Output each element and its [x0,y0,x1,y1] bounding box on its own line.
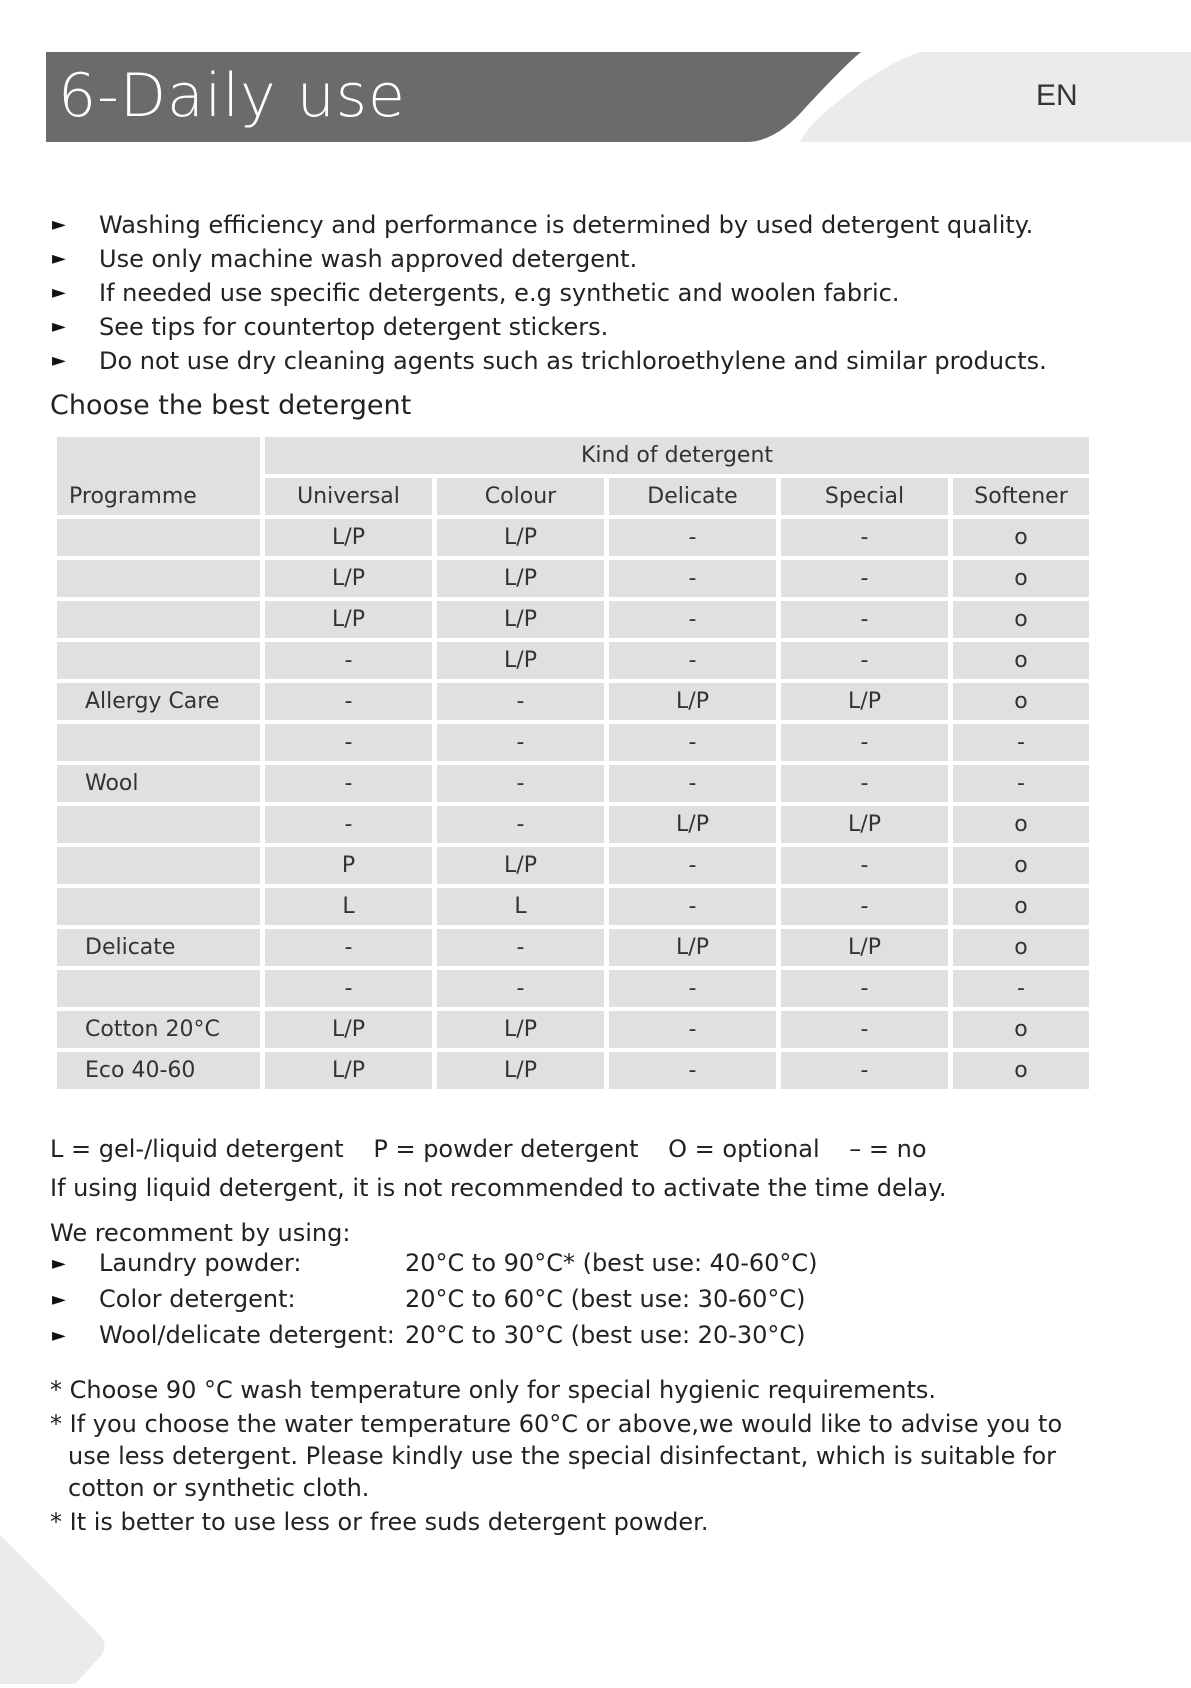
programme-cell [57,970,260,1007]
universal-cell: P [265,847,432,884]
programme-cell [57,601,260,638]
recommendation-label: Color detergent: [99,1285,296,1313]
footnote: * It is better to use less or free suds detergent powder. [50,1508,709,1536]
programme-cell [57,560,260,597]
colour-cell: - [437,765,604,802]
colour-cell: - [437,929,604,966]
universal-cell: L/P [265,1052,432,1089]
special-cell: - [781,724,948,761]
universal-cell: - [265,929,432,966]
special-cell: - [781,601,948,638]
delicate-cell: - [609,1011,776,1048]
programme-cell [57,519,260,556]
special-cell: - [781,888,948,925]
softener-cell: o [953,888,1089,925]
corner-bottom-decoration [0,1535,110,1688]
colour-cell: L/P [437,1011,604,1048]
universal-cell: - [265,765,432,802]
programme-cell: Cotton 20°C [57,1011,260,1048]
colour-cell: L/P [437,642,604,679]
column-header-special: Special [781,478,948,515]
legend-powder: P = powder detergent [373,1135,639,1163]
colour-cell: L [437,888,604,925]
language-label: EN [1036,79,1078,112]
colour-cell: L/P [437,601,604,638]
recommendation-range: 20°C to 60°C (best use: 30-60°C) [405,1285,806,1313]
colour-cell: L/P [437,560,604,597]
delicate-cell: - [609,970,776,1007]
delicate-cell: - [609,560,776,597]
softener-cell: o [953,642,1089,679]
softener-cell: o [953,560,1089,597]
footnotes [50,1374,1110,1540]
delicate-cell: L/P [609,929,776,966]
footnote: * If you choose the water temperature 60°C or above,we would like to advise you to use less detergent. Please kindly use the special disinfectant, which is suitable for cotton or synthetic cloth. [50,1410,1063,1502]
softener-cell: o [953,806,1089,843]
softener-cell: - [953,724,1089,761]
table-row [57,1011,1089,1048]
table-row [57,888,1089,925]
delicate-cell: - [609,765,776,802]
softener-cell: o [953,1011,1089,1048]
legend-liquid: L = gel-/liquid detergent [50,1135,344,1163]
recommendation-label: Laundry powder: [99,1249,302,1277]
section-title: Choose the best detergent [50,390,412,421]
delicate-cell: L/P [609,683,776,720]
softener-cell: o [953,519,1089,556]
kind-of-detergent-header: Kind of detergent [265,437,1089,474]
detergent-legend [50,1132,949,1166]
programme-cell [57,888,260,925]
colour-cell: L/P [437,1052,604,1089]
recommendation-range: 20°C to 90°C* (best use: 40-60°C) [405,1249,818,1277]
liquid-detergent-note: If using liquid detergent, it is not recommended to activate the time delay. [50,1174,947,1202]
column-header-universal: Universal [265,478,432,515]
bullet-text: Washing efficiency and performance is determined by used detergent quality. [99,211,1034,239]
bullet-item [52,242,1047,276]
arrow-bullet-icon: ► [52,1325,66,1346]
bullet-item [52,276,1047,310]
programme-cell: Delicate [57,929,260,966]
delicate-cell: - [609,642,776,679]
softener-cell: o [953,929,1089,966]
softener-cell: o [953,683,1089,720]
universal-cell: - [265,642,432,679]
arrow-bullet-icon: ► [52,316,66,337]
bullet-item [52,344,1047,378]
intro-bullet-list [52,208,1047,378]
table-row [57,519,1089,556]
recommendation-label: Wool/delicate detergent: [99,1321,395,1349]
table-row [57,1052,1089,1089]
delicate-cell: - [609,519,776,556]
legend-optional: O = optional [668,1135,820,1163]
softener-cell: o [953,1052,1089,1089]
recommend-intro: We recomment by using: [50,1219,351,1247]
delicate-cell: L/P [609,806,776,843]
table-row [57,560,1089,597]
corner-tab-decoration [800,52,1191,146]
bullet-item [52,208,1047,242]
universal-cell: L/P [265,601,432,638]
special-cell: - [781,519,948,556]
softener-cell: o [953,601,1089,638]
colour-cell: - [437,970,604,1007]
arrow-bullet-icon: ► [52,282,66,303]
bullet-text: If needed use specific detergents, e.g synthetic and woolen fabric. [99,279,900,307]
table-row [57,724,1089,761]
bullet-text: Use only machine wash approved detergent. [99,245,638,273]
colour-cell: - [437,806,604,843]
bullet-text: Do not use dry cleaning agents such as trichloroethylene and similar products. [99,347,1047,375]
delicate-cell: - [609,847,776,884]
page-title: 6-Daily use [58,61,406,131]
special-cell: L/P [781,683,948,720]
table-row [57,970,1089,1007]
programme-cell [57,642,260,679]
footnote: * Choose 90 °C wash temperature only for special hygienic requirements. [50,1376,936,1404]
table-row [57,929,1089,966]
special-cell: - [781,765,948,802]
arrow-bullet-icon: ► [52,1253,66,1274]
delicate-cell: - [609,601,776,638]
special-cell: - [781,642,948,679]
programme-cell [57,724,260,761]
colour-cell: - [437,724,604,761]
arrow-bullet-icon: ► [52,350,66,371]
delicate-cell: - [609,888,776,925]
colour-cell: L/P [437,519,604,556]
special-cell: L/P [781,929,948,966]
softener-cell: - [953,765,1089,802]
legend-no: – = no [849,1135,927,1163]
table-row [57,847,1089,884]
programme-cell [57,847,260,884]
special-cell: - [781,1052,948,1089]
universal-cell: L/P [265,519,432,556]
column-header-delicate: Delicate [609,478,776,515]
softener-cell: o [953,847,1089,884]
column-header-softener: Softener [953,478,1089,515]
table-row [57,601,1089,638]
bullet-text: See tips for countertop detergent stickers. [99,313,609,341]
bullet-item [52,310,1047,344]
colour-cell: - [437,683,604,720]
programme-cell [57,806,260,843]
table-row [57,765,1089,802]
programme-cell: Eco 40-60 [57,1052,260,1089]
universal-cell: L [265,888,432,925]
universal-cell: L/P [265,560,432,597]
table-row [57,683,1089,720]
universal-cell: - [265,724,432,761]
column-header-colour: Colour [437,478,604,515]
arrow-bullet-icon: ► [52,214,66,235]
table-row [57,642,1089,679]
table-row [57,806,1089,843]
special-cell: - [781,1011,948,1048]
special-cell: - [781,560,948,597]
arrow-bullet-icon: ► [52,1289,66,1310]
special-cell: - [781,847,948,884]
arrow-bullet-icon: ► [52,248,66,269]
universal-cell: - [265,806,432,843]
softener-cell: - [953,970,1089,1007]
special-cell: - [781,970,948,1007]
universal-cell: - [265,683,432,720]
programme-cell: Wool [57,765,260,802]
universal-cell: - [265,970,432,1007]
delicate-cell: - [609,724,776,761]
detergent-table [52,433,1094,1093]
programme-cell: Allergy Care [57,683,260,720]
delicate-cell: - [609,1052,776,1089]
recommendation-range: 20°C to 30°C (best use: 20-30°C) [405,1321,806,1349]
universal-cell: L/P [265,1011,432,1048]
colour-cell: L/P [437,847,604,884]
programme-header: Programme [57,437,260,515]
special-cell: L/P [781,806,948,843]
